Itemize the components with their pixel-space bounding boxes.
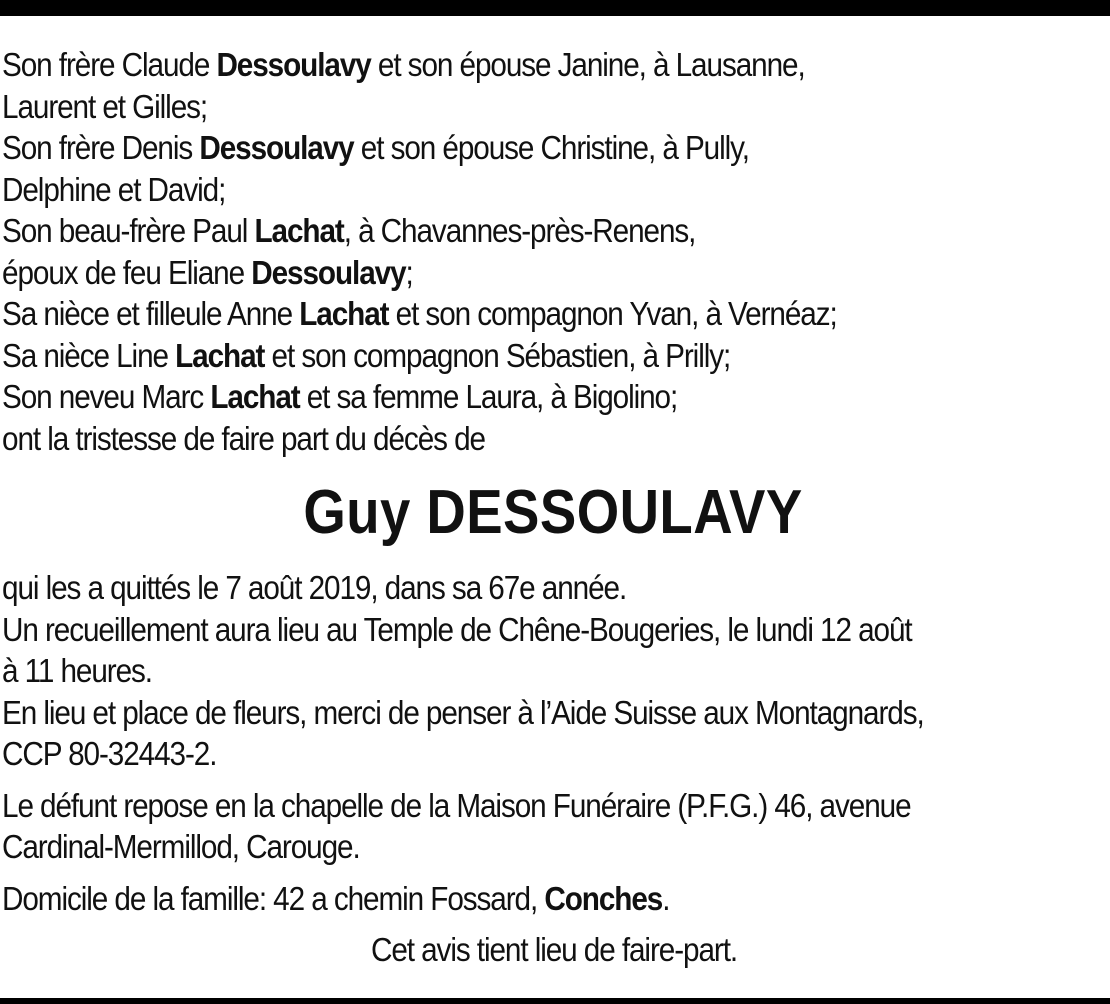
family-line — [2, 44, 996, 86]
family-line-text: et son compagnon Yvan, à Vernéaz; — [388, 295, 837, 332]
top-border-rule — [0, 0, 1110, 16]
family-line-text: et son épouse Christine, à Pully, — [353, 129, 749, 166]
deceased-name: Guy DESSOULAVY — [303, 478, 803, 547]
family-line — [2, 335, 996, 377]
family-line — [2, 418, 996, 460]
death-notice — [2, 44, 1106, 971]
family-line-text: Son frère Claude — [2, 46, 217, 83]
domicile-line — [2, 878, 996, 920]
family-surname: Lachat — [210, 378, 300, 415]
details-block — [2, 567, 1106, 775]
family-line — [2, 86, 996, 128]
domicile-text: Domicile de la famille: 42 a chemin Fossard, — [2, 879, 545, 917]
family-surname: Lachat — [299, 295, 389, 332]
family-line-text: et sa femme Laura, à Bigolino; — [299, 378, 678, 415]
family-line — [2, 293, 996, 335]
family-line — [2, 376, 996, 418]
family-line-text: , à Chavannes-près-Renens, — [343, 212, 696, 249]
family-line-text: Son frère Denis — [2, 129, 200, 166]
detail-line: Un recueillement aura lieu au Temple de Chêne-Bougeries, le lundi 12 août — [2, 610, 912, 648]
detail-line: qui les a quittés le 7 août 2019, dans sa 67e année. — [2, 569, 627, 606]
family-line-text: Son neveu Marc — [2, 378, 211, 415]
detail-line: à 11 heures. — [2, 652, 152, 689]
domicile-text: . — [662, 879, 670, 917]
bottom-border-rule — [0, 998, 1110, 1004]
domicile-place: Conches — [544, 879, 663, 917]
detail-line: En lieu et place de fleurs, merci de penser à l’Aide Suisse aux Montagnards, — [2, 693, 924, 731]
family-line-text: Delphine et David; — [2, 170, 226, 208]
paragraph-gap — [2, 919, 1106, 929]
family-line-text: époux de feu Eliane — [2, 253, 252, 291]
family-line-text: Sa nièce Line — [2, 336, 176, 374]
repose-line: Le défunt repose en la chapelle de la Maison Funéraire (P.F.G.) 46, avenue — [2, 786, 911, 824]
repose-line: Cardinal-Mermillod, Carouge. — [2, 828, 360, 865]
family-line-text: et son compagnon Sébastien, à Prilly; — [264, 336, 731, 374]
family-line-text: et son épouse Janine, à Lausanne, — [370, 46, 805, 83]
family-surname: Dessoulavy — [216, 46, 371, 83]
family-line — [2, 169, 996, 211]
family-line — [2, 210, 996, 252]
family-line — [2, 252, 996, 294]
family-line-text: Laurent et Gilles; — [2, 87, 208, 125]
detail-line: CCP 80-32443-2. — [2, 735, 217, 772]
family-surname: Dessoulavy — [199, 129, 354, 166]
family-surname: Lachat — [175, 336, 265, 374]
family-line — [2, 127, 996, 169]
family-surname: Lachat — [254, 212, 344, 249]
family-line-text: ont la tristesse de faire part du décès de — [2, 419, 485, 457]
family-list — [2, 44, 1106, 459]
paragraph-gap — [2, 775, 1106, 785]
family-line-text: Son beau-frère Paul — [2, 212, 255, 249]
paragraph-gap — [2, 868, 1106, 878]
family-line-text: ; — [405, 253, 413, 291]
family-line-text: Sa nièce et filleule Anne — [2, 295, 300, 332]
closing-note: Cet avis tient lieu de faire-part. — [370, 931, 738, 968]
family-surname: Dessoulavy — [251, 253, 406, 291]
repose-block — [2, 785, 1106, 868]
